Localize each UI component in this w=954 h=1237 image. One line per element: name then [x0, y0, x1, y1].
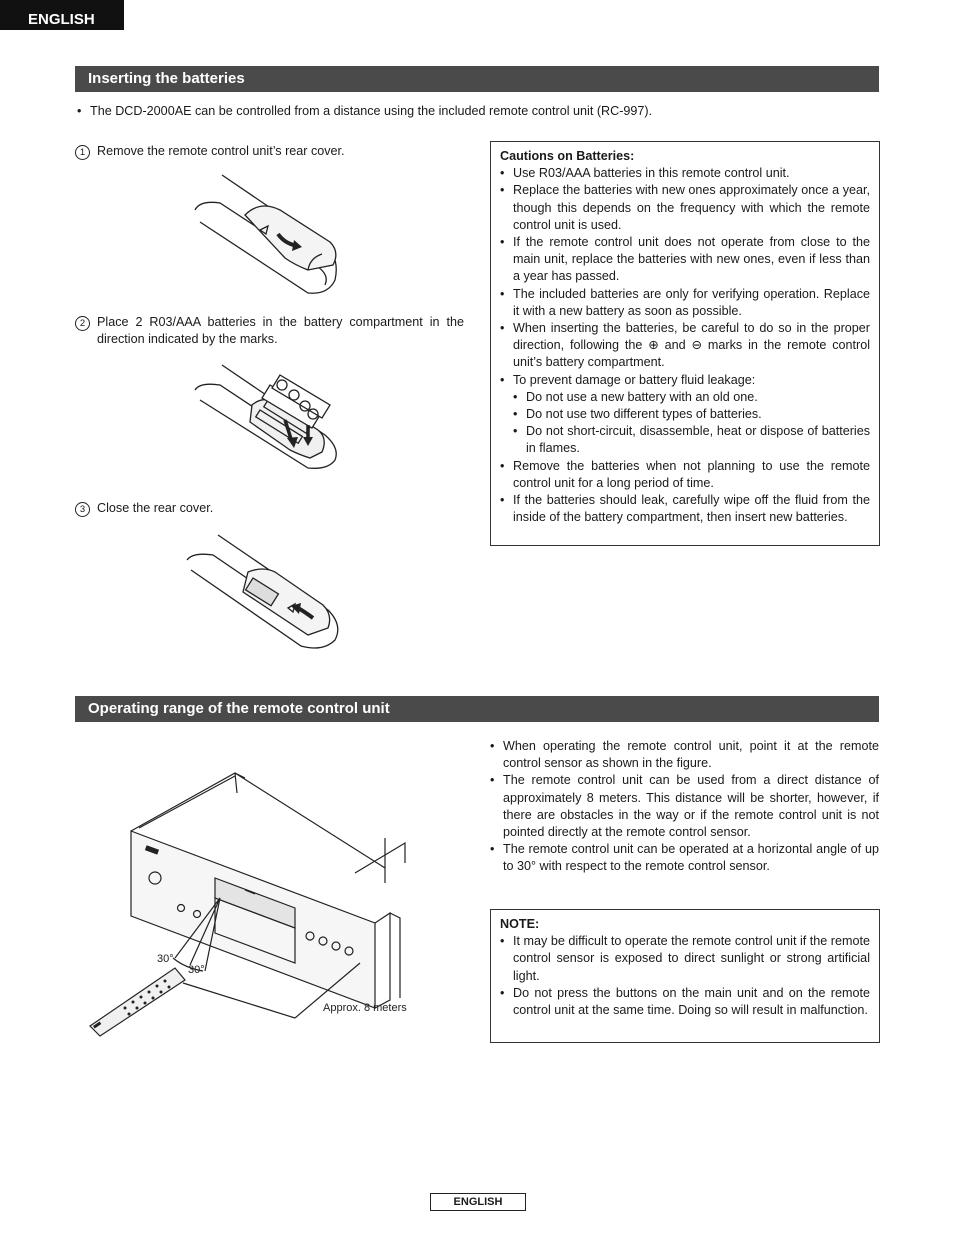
- list-item: • The remote control unit can be operated at a horizontal angle of up to 30° with respect to the remote control sensor.: [490, 842, 879, 874]
- operating-range-illustration: [85, 768, 490, 1038]
- step-text: Close the rear cover.: [97, 501, 214, 515]
- section-title-operating-range: Operating range of the remote control unit: [75, 696, 879, 722]
- step-text: Place 2 R03/AAA batteries in the battery compartment in the direction indicated by the marks.: [97, 315, 464, 347]
- list-item: • The included batteries are only for verifying operation. Replace it with a new battery as soon as possible.: [500, 286, 870, 318]
- footer-language-label: ENGLISH: [430, 1193, 526, 1211]
- note-box: [490, 909, 880, 1043]
- list-item: • To prevent damage or battery fluid leakage:: [500, 372, 756, 387]
- step-number: 3: [75, 502, 90, 517]
- angle-left-label: 30°: [157, 953, 174, 965]
- section-title-inserting-batteries: Inserting the batteries: [75, 66, 879, 92]
- list-item: • If the batteries should leak, carefully wipe off the fluid from the inside of the battery compartment, then insert new batteries.: [500, 493, 870, 525]
- step-1: [75, 143, 464, 160]
- list-item: • Use R03/AAA batteries in this remote control unit.: [500, 166, 790, 181]
- step-text: Remove the remote control unit’s rear cover.: [97, 144, 345, 158]
- step-number: 2: [75, 316, 90, 331]
- step-number: 1: [75, 145, 90, 160]
- sub-list-item: • Do not short-circuit, disassemble, heat or dispose of batteries in flames.: [513, 424, 870, 456]
- angle-right-label: 30°: [188, 964, 205, 976]
- note-title: NOTE:: [500, 917, 540, 931]
- intro-text: • The DCD-2000AE can be controlled from a distance using the included remote control unit (RC-997).: [77, 104, 653, 118]
- list-item: • Remove the batteries when not planning to use the remote control unit for a long period of time.: [500, 458, 870, 490]
- cautions-title: Cautions on Batteries:: [500, 149, 635, 163]
- cautions-box: [490, 141, 880, 546]
- step-3: [75, 500, 464, 517]
- close-cover-illustration: [183, 530, 353, 655]
- language-tab: ENGLISH: [0, 0, 124, 30]
- operating-range-bullets: [490, 738, 879, 876]
- list-item: • The remote control unit can be used from a direct distance of approximately 8 meters. This distance will be shorter, however, if there are obstacles in the way or if the remote control unit is not pointed directly at the remote control sensor.: [490, 773, 879, 840]
- list-item: • When operating the remote control unit, point it at the remote control sensor as shown in the figure.: [490, 739, 879, 771]
- list-item: • Replace the batteries with new ones approximately once a year, though this depends on the frequency with which the remote control unit is used.: [500, 183, 870, 232]
- remove-cover-illustration: [190, 170, 350, 300]
- sub-list-item: • Do not use a new battery with an old one.: [513, 389, 758, 404]
- list-item: • If the remote control unit does not operate from close to the main unit, replace the batteries with new ones, even if less than a year has passed.: [500, 235, 870, 284]
- list-item: • Do not press the buttons on the main unit and on the remote control unit at the same time. Doing so will result in malfunction.: [500, 985, 870, 1018]
- list-item: • When inserting the batteries, be careful to do so in the proper direction, following the ⊕ and ⊖ marks in the remote control unit’s battery compartment.: [500, 321, 870, 370]
- sub-list-item: • Do not use two different types of batteries.: [513, 407, 762, 422]
- step-2: [75, 314, 464, 348]
- insert-batteries-illustration: [190, 360, 350, 475]
- distance-label: Approx. 8 meters: [323, 1002, 407, 1014]
- list-item: • It may be difficult to operate the remote control unit if the remote control sensor is exposed to direct sunlight or strong artificial light.: [500, 934, 870, 983]
